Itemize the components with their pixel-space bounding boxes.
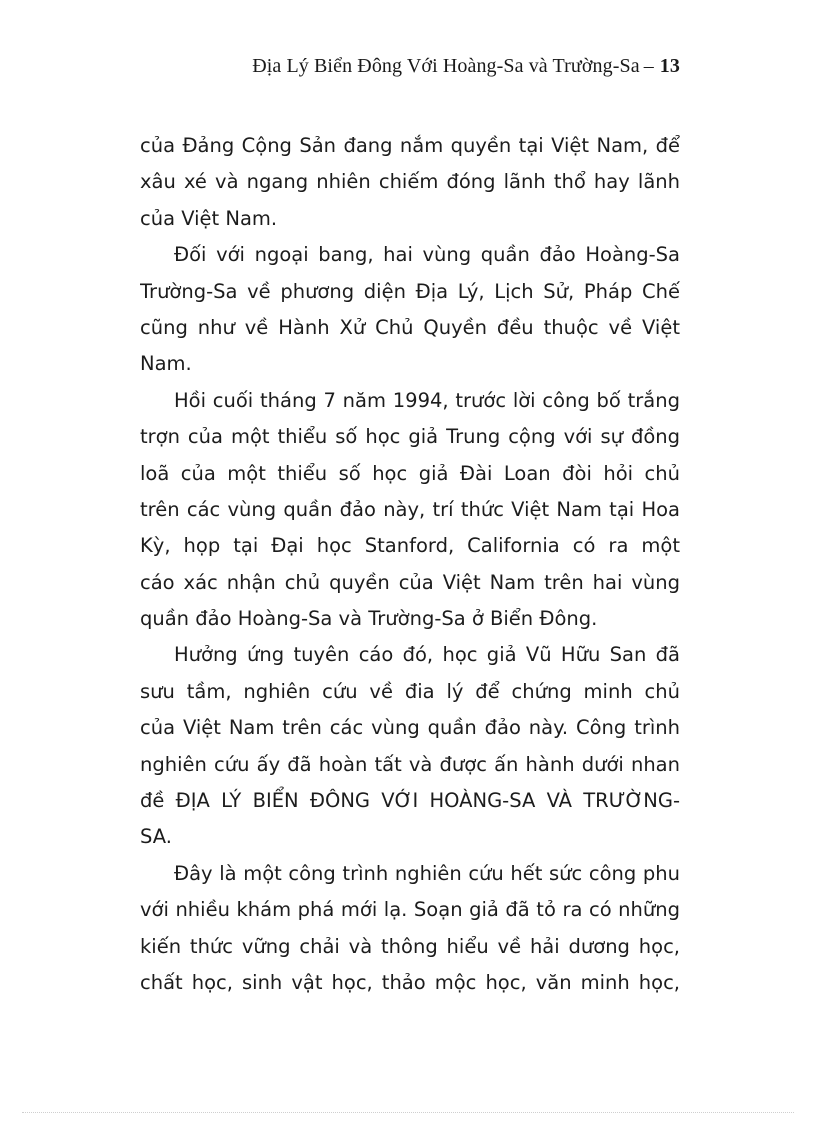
- text-line: của Việt Nam trên các vùng quần đảo này. Công trình: [140, 716, 680, 740]
- text-line: Trường-Sa về phương diện Địa Lý, Lịch Sử, Pháp Chế: [140, 279, 680, 303]
- header-title: Địa Lý Biển Đông Với Hoàng-Sa và Trường-Sa: [252, 55, 640, 77]
- text-line: kiến thức vững chải và thông hiểu về hải dương học,: [140, 934, 680, 958]
- text-line: đề ĐỊA LÝ BIỂN ĐÔNG VỚI HOÀNG-SA VÀ TRƯỜNG-: [140, 789, 680, 813]
- text-line: Hồi cuối tháng 7 năm 1994, trước lời công bố trắng: [174, 388, 680, 412]
- text-line: cáo xác nhận chủ quyền của Việt Nam trên hai vùng: [140, 570, 680, 594]
- text-line: Kỳ, họp tại Đại học Stanford, California có ra một: [140, 534, 680, 558]
- page-bottom-divider: [22, 1112, 794, 1113]
- text-line: trên các vùng quần đảo này, trí thức Việt Nam tại Hoa: [140, 497, 680, 521]
- body-text: [140, 128, 680, 1001]
- text-line: chất học, sinh vật học, thảo mộc học, văn minh học,: [140, 970, 680, 994]
- running-header: [252, 55, 680, 78]
- text-line: loã của một thiểu số học giả Đài Loan đòi hỏi chủ: [140, 461, 680, 485]
- text-line: trợn của một thiểu số học giả Trung cộng với sự đồng: [140, 425, 680, 449]
- text-line: của Việt Nam.: [140, 206, 278, 230]
- text-line: nghiên cứu ấy đã hoàn tất và được ấn hành dưới nhan: [140, 752, 680, 776]
- text-line: Nam.: [140, 352, 192, 376]
- page-number: 13: [659, 55, 680, 77]
- text-line: với nhiều khám phá mới lạ. Soạn giả đã tỏ ra có những: [140, 898, 680, 922]
- text-line: SA.: [140, 825, 172, 849]
- text-line: của Đảng Cộng Sản đang nắm quyền tại Việt Nam, để: [140, 134, 680, 157]
- header-separator: –: [643, 55, 654, 77]
- text-line: quần đảo Hoàng-Sa và Trường-Sa ở Biển Đông.: [140, 607, 598, 631]
- text-line: Hưởng ứng tuyên cáo đó, học giả Vũ Hữu San đã: [174, 643, 680, 667]
- text-line: Đối với ngoại bang, hai vùng quần đảo Hoàng-Sa: [174, 243, 680, 267]
- text-line: sưu tầm, nghiên cứu về đia lý để chứng minh chủ: [140, 679, 680, 703]
- text-line: xâu xé và ngang nhiên chiếm đóng lãnh thổ hay lãnh: [140, 170, 680, 194]
- text-line: cũng như về Hành Xử Chủ Quyền đều thuộc về Việt: [140, 315, 680, 339]
- text-line: Đây là một công trình nghiên cứu hết sức công phu: [174, 861, 680, 885]
